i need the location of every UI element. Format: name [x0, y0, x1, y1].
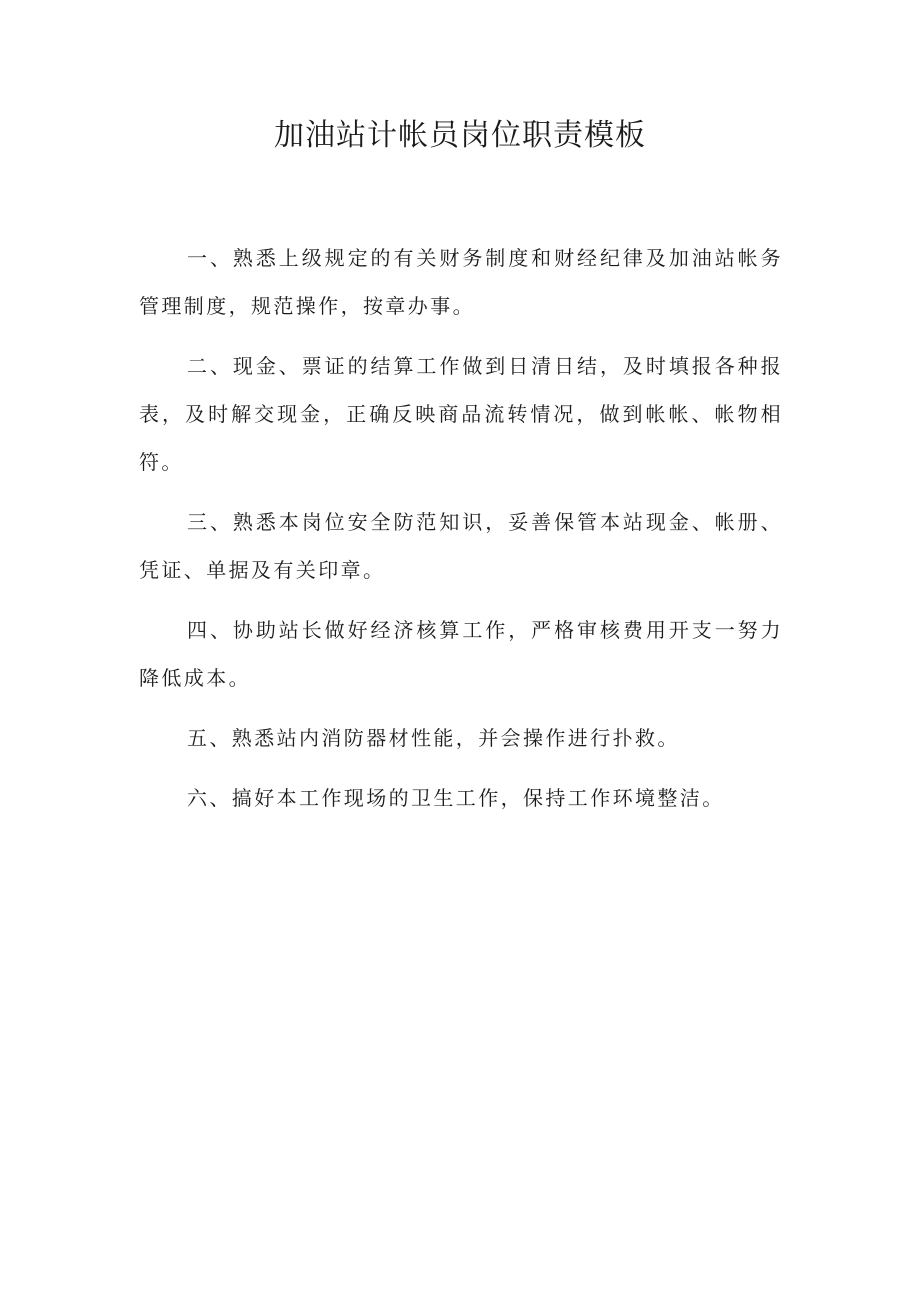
- duty-item-6: 六、搞好本工作现场的卫生工作，保持工作环境整洁。: [187, 786, 725, 810]
- duty-item-3: 三、熟悉本岗位安全防范知识，妥善保管本站现金、帐册、凭证、单据及有关印章。: [139, 510, 783, 582]
- duty-item-5: 五、熟悉站内消防器材性能，并会操作进行扑救。: [187, 726, 680, 750]
- document-title: 加油站计帐员岗位职责模板: [274, 118, 646, 153]
- document-body: [139, 234, 783, 834]
- duty-item-1: 一、熟悉上级规定的有关财务制度和财经纪律及加油站帐务管理制度，规范操作，按章办事。: [139, 246, 783, 318]
- duty-item-4: 四、协助站长做好经济核算工作，严格审核费用开支一努力降低成本。: [139, 618, 783, 690]
- duty-item-2: 二、现金、票证的结算工作做到日清日结，及时填报各种报表，及时解交现金，正确反映商品流转情况，做到帐帐、帐物相符。: [139, 354, 783, 474]
